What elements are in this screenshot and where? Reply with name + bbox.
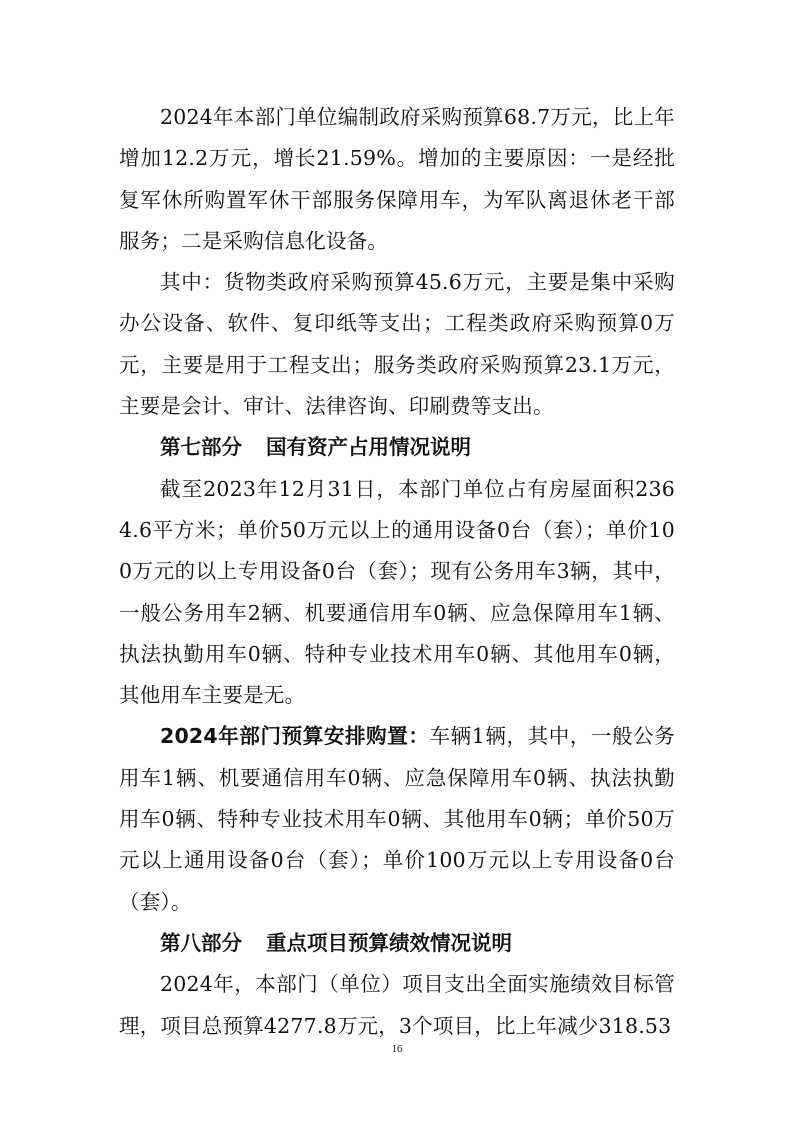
paragraph-state-assets: 截至2023年12月31日，本部门单位占有房屋面积2364.6平方米；单价50万元以上的通用设备0台（套）；单价100万元的以上专用设备0台（套）；现有公务用车3辆，其中，一般公务用车2辆、机要通信用车0辆、应急保障用车1辆、执法执勤用车0辆、特种专业技术用车0辆、其他用车0辆，其他用车主要是无。	[119, 476, 675, 708]
paragraph-procurement-budget: 2024年本部门单位编制政府采购预算68.7万元，比上年增加12.2万元，增长21.59%。增加的主要原因：一是经批复军休所购置军休干部服务保障用车，为军队离退休老干部服务；二是采购信息化设备。	[119, 105, 675, 253]
section-heading-7	[119, 427, 675, 468]
page-number: 16	[391, 1043, 403, 1055]
purchase-plan-lead: 2024年部门预算安排购置：	[160, 724, 430, 749]
section-heading-8	[119, 923, 675, 964]
paragraph-procurement-breakdown: 其中：货物类政府采购预算45.6万元，主要是集中采购办公设备、软件、复印纸等支出；工程类政府采购预算0万元，主要是用于工程支出；服务类政府采购预算23.1万元，主要是会计、审计、法律咨询、印刷费等支出。	[119, 270, 675, 419]
section-8-title: 重点项目预算绩效情况说明	[266, 930, 512, 955]
section-7-title: 国有资产占用情况说明	[266, 435, 471, 460]
section-8-number: 第八部分	[160, 930, 242, 955]
purchase-plan-body: 车辆1辆，其中，一般公务用车1辆、机要通信用车0辆、应急保障用车0辆、执法执勤用车0辆、特种专业技术用车0辆、其他用车0辆；单价50万元以上通用设备0台（套）；单价100万元以上专用设备0台（套）。	[119, 724, 675, 914]
body-text	[119, 97, 675, 1047]
section-7-number: 第七部分	[160, 435, 242, 460]
paragraph-purchase-plan	[119, 716, 675, 922]
paragraph-performance: 2024年，本部门（单位）项目支出全面实施绩效目标管理，项目总预算4277.8万元，3个项目，比上年减少318.53	[119, 972, 675, 1038]
